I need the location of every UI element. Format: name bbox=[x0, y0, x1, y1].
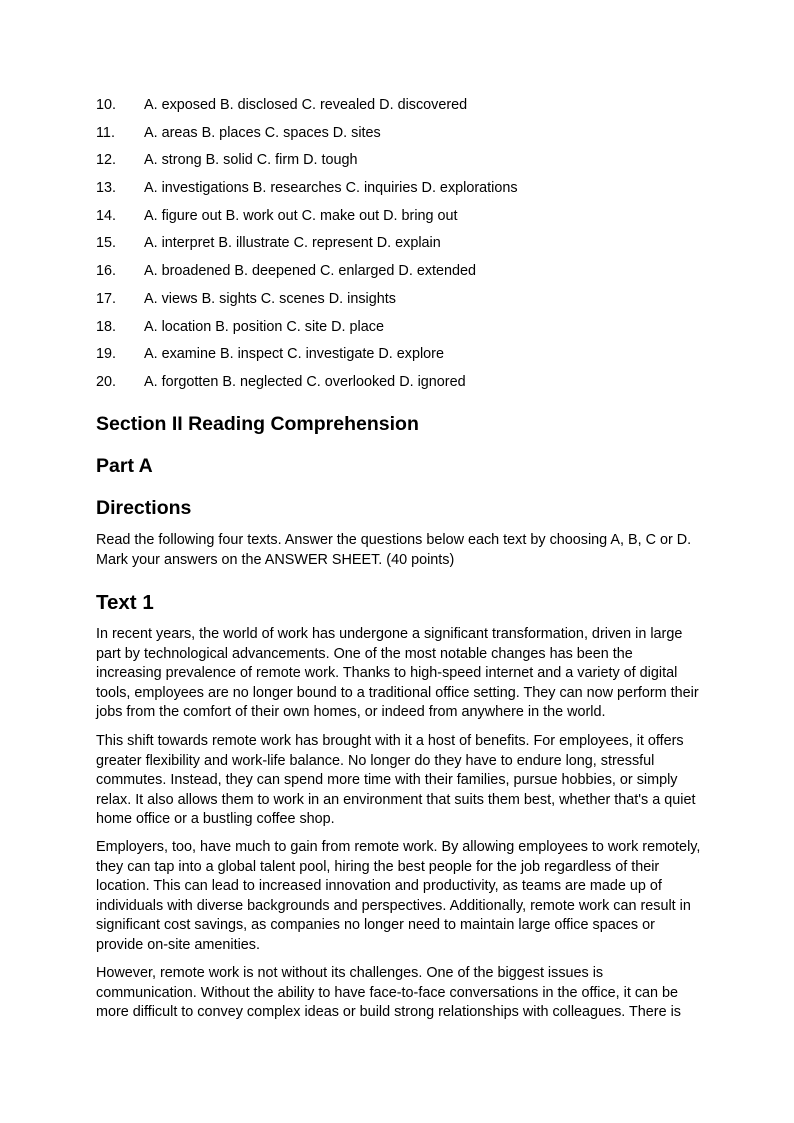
text1-title: Text 1 bbox=[96, 591, 154, 614]
option-row bbox=[96, 150, 702, 178]
question-number: 17. bbox=[96, 290, 117, 307]
part-title: Part A bbox=[96, 455, 153, 477]
option-choices: A. investigations B. researches C. inquiries D. explorations bbox=[144, 180, 518, 197]
question-number: 14. bbox=[96, 207, 117, 224]
option-choices: A. broadened B. deepened C. enlarged D. extended bbox=[144, 263, 477, 280]
option-choices: A. examine B. inspect C. investigate D. explore bbox=[144, 346, 444, 363]
option-choices: A. views B. sights C. scenes D. insights bbox=[144, 290, 396, 307]
section-title: Section II Reading Comprehension bbox=[96, 413, 419, 435]
option-row bbox=[96, 317, 702, 345]
question-number: 16. bbox=[96, 263, 117, 280]
option-choices: A. strong B. solid C. firm D. tough bbox=[144, 152, 358, 169]
answer-options-list bbox=[96, 95, 702, 400]
option-choices: A. exposed B. disclosed C. revealed D. discovered bbox=[144, 97, 468, 113]
option-row bbox=[96, 95, 702, 123]
option-row bbox=[96, 206, 702, 234]
paragraph: However, remote work is not without its challenges. One of the biggest issues is communication. Without the ability to have face-to-face conversations in the office, it can be more difficult to convey complex ideas or build strong relationships with colleagues. There is bbox=[96, 965, 681, 1021]
question-number: 15. bbox=[96, 235, 117, 252]
paragraph: Employers, too, have much to gain from remote work. By allowing employees to work remotely, they can tap into a global talent pool, hiring the best people for the job regardless of their location. This can lead to increased innovation and productivity, as teams are made up of individuals with diverse backgrounds and perspectives. Additionally, remote work can result in significant cost savings, as companies no longer need to maintain large office spaces or provide on-site amenities. bbox=[96, 839, 701, 953]
question-number: 11. bbox=[96, 124, 115, 141]
option-row bbox=[96, 289, 702, 317]
question-number: 12. bbox=[96, 152, 117, 169]
option-row bbox=[96, 372, 702, 400]
option-choices: A. interpret B. illustrate C. represent D. explain bbox=[144, 235, 441, 252]
directions-title: Directions bbox=[96, 497, 192, 519]
question-number: 20. bbox=[96, 373, 117, 390]
option-row bbox=[96, 233, 702, 261]
option-choices: A. forgotten B. neglected C. overlooked D. ignored bbox=[144, 373, 466, 390]
paragraph: In recent years, the world of work has undergone a significant transformation, driven in large part by technological advancements. One of the most notable changes has been the increasing prevalence of remote work. Thanks to high-speed internet and a variety of digital tools, employees are no longer bound to a traditional office setting. They can now perform their jobs from the comfort of their own homes, or indeed from anywhere in the world. bbox=[96, 626, 699, 721]
option-row bbox=[96, 344, 702, 372]
option-row bbox=[96, 123, 702, 151]
paragraph: This shift towards remote work has brought with it a host of benefits. For employees, it offers greater flexibility and work-life balance. No longer do they have to endure long, stressful commutes. Instead, they can spend more time with their families, pursue hobbies, or simply relax. It also allows them to work in an environment that suits them best, whether that's a quiet home office or a bustling coffee shop. bbox=[96, 733, 696, 828]
option-row bbox=[96, 261, 702, 289]
option-choices: A. areas B. places C. spaces D. sites bbox=[144, 124, 381, 141]
question-number: 10. bbox=[96, 97, 117, 113]
option-choices: A. location B. position C. site D. place bbox=[144, 318, 384, 335]
question-number: 13. bbox=[96, 180, 117, 197]
question-number: 19. bbox=[96, 346, 117, 363]
option-choices: A. figure out B. work out C. make out D. bring out bbox=[144, 207, 458, 224]
option-row bbox=[96, 178, 702, 206]
directions-text: Read the following four texts. Answer the questions below each text by choosing A, B, C or D. Mark your answers on the ANSWER SHEET. (40 points) bbox=[96, 532, 692, 568]
question-number: 18. bbox=[96, 318, 117, 335]
